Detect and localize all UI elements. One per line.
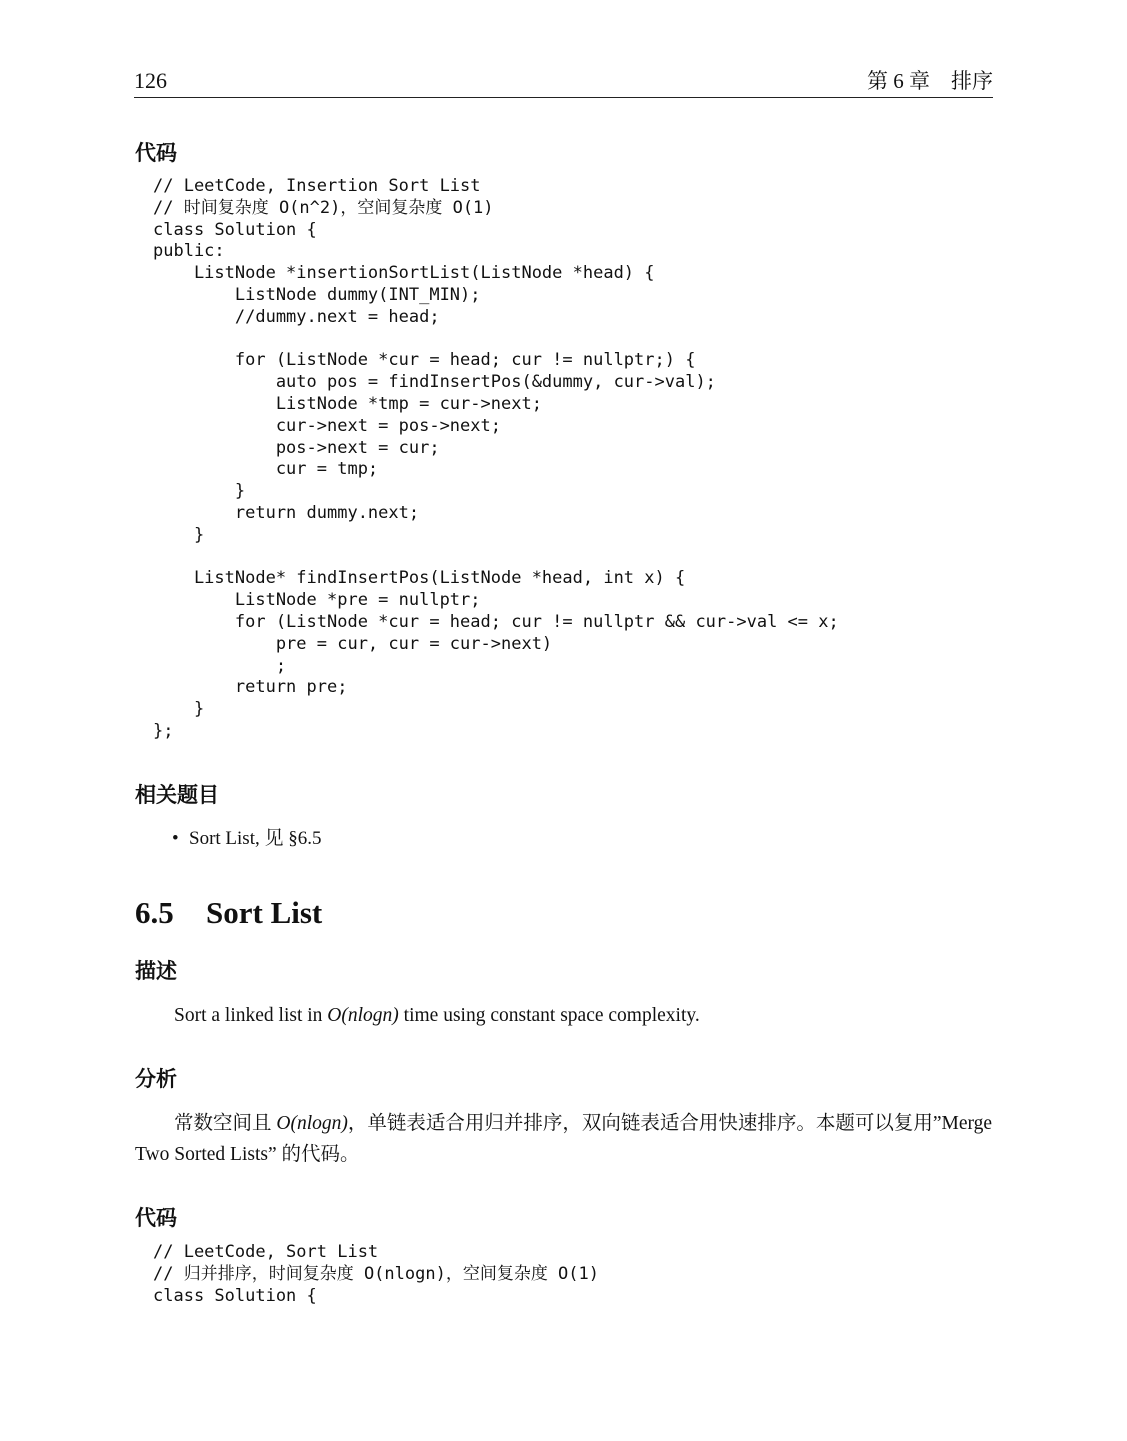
related-problems-heading: 相关题目	[135, 783, 219, 807]
code-line: }	[153, 481, 246, 502]
chapter-title: 第 6 章 排序	[867, 69, 993, 93]
code-line: ListNode *pre = nullptr;	[153, 590, 481, 611]
code-line: return pre;	[153, 677, 348, 698]
list-item[interactable]	[172, 828, 321, 850]
code-line: }	[153, 699, 205, 720]
code-line: ListNode* findInsertPos(ListNode *head, int x) {	[153, 568, 686, 589]
code-line: for (ListNode *cur = head; cur != nullptr;) {	[153, 350, 696, 371]
code-line: ;	[153, 655, 287, 676]
sort-list-code-block	[153, 1242, 599, 1307]
complexity-formula: O(nlogn)	[327, 1005, 399, 1026]
insertion-sort-code-block	[153, 176, 839, 743]
code-line: cur = tmp;	[153, 459, 379, 480]
section-number: 6.5	[135, 895, 174, 930]
section-title	[135, 894, 322, 932]
code-line: auto pos = findInsertPos(&dummy, cur->val);	[153, 372, 716, 393]
code-line: cur->next = pos->next;	[153, 415, 501, 436]
page-header	[134, 66, 993, 98]
related-problems-list	[172, 828, 321, 850]
code-line: // 归并排序，时间复杂度 O(nlogn)，空间复杂度 O(1)	[153, 1263, 599, 1284]
code-line: // LeetCode, Sort List	[153, 1242, 379, 1262]
section-name: Sort List	[206, 895, 323, 930]
complexity-formula: O(nlogn)	[276, 1113, 348, 1134]
code-line: //dummy.next = head;	[153, 306, 440, 327]
code-line: };	[153, 720, 174, 741]
code-line: pos->next = cur;	[153, 437, 440, 458]
code-line: class Solution {	[153, 1285, 317, 1306]
code-line: }	[153, 524, 205, 545]
description-paragraph: Sort a linked list in O(nlogn) time using constant space complexity.	[174, 1005, 700, 1026]
code-line	[153, 329, 839, 351]
code-line: return dummy.next;	[153, 502, 420, 523]
analysis-paragraph: 常数空间且 O(nlogn)，单链表适合用归并排序，双向链表适合用快速排序。本题可以复用”Merge Two Sorted Lists” 的代码。	[135, 1113, 993, 1165]
code-line: // 时间复杂度 O(n^2)，空间复杂度 O(1)	[153, 197, 494, 218]
code-line	[153, 547, 839, 569]
code-line: public:	[153, 241, 225, 262]
code-line: ListNode *tmp = cur->next;	[153, 393, 542, 414]
related-item-label: Sort List, 见 §6.5	[189, 828, 322, 849]
code-line: pre = cur, cur = cur->next)	[153, 633, 553, 654]
code-line: ListNode dummy(INT_MIN);	[153, 284, 481, 305]
code-line: class Solution {	[153, 219, 317, 240]
description-heading: 描述	[135, 959, 177, 983]
code-line: for (ListNode *cur = head; cur != nullptr && cur->val <= x;	[153, 611, 839, 632]
code-line: // LeetCode, Insertion Sort List	[153, 176, 481, 196]
code-line: ListNode *insertionSortList(ListNode *head) {	[153, 263, 655, 284]
analysis-heading: 分析	[135, 1067, 177, 1091]
code-heading: 代码	[135, 1206, 177, 1230]
code-heading: 代码	[135, 141, 177, 165]
bullet-icon: •	[172, 828, 179, 849]
page-number: 126	[134, 68, 167, 93]
